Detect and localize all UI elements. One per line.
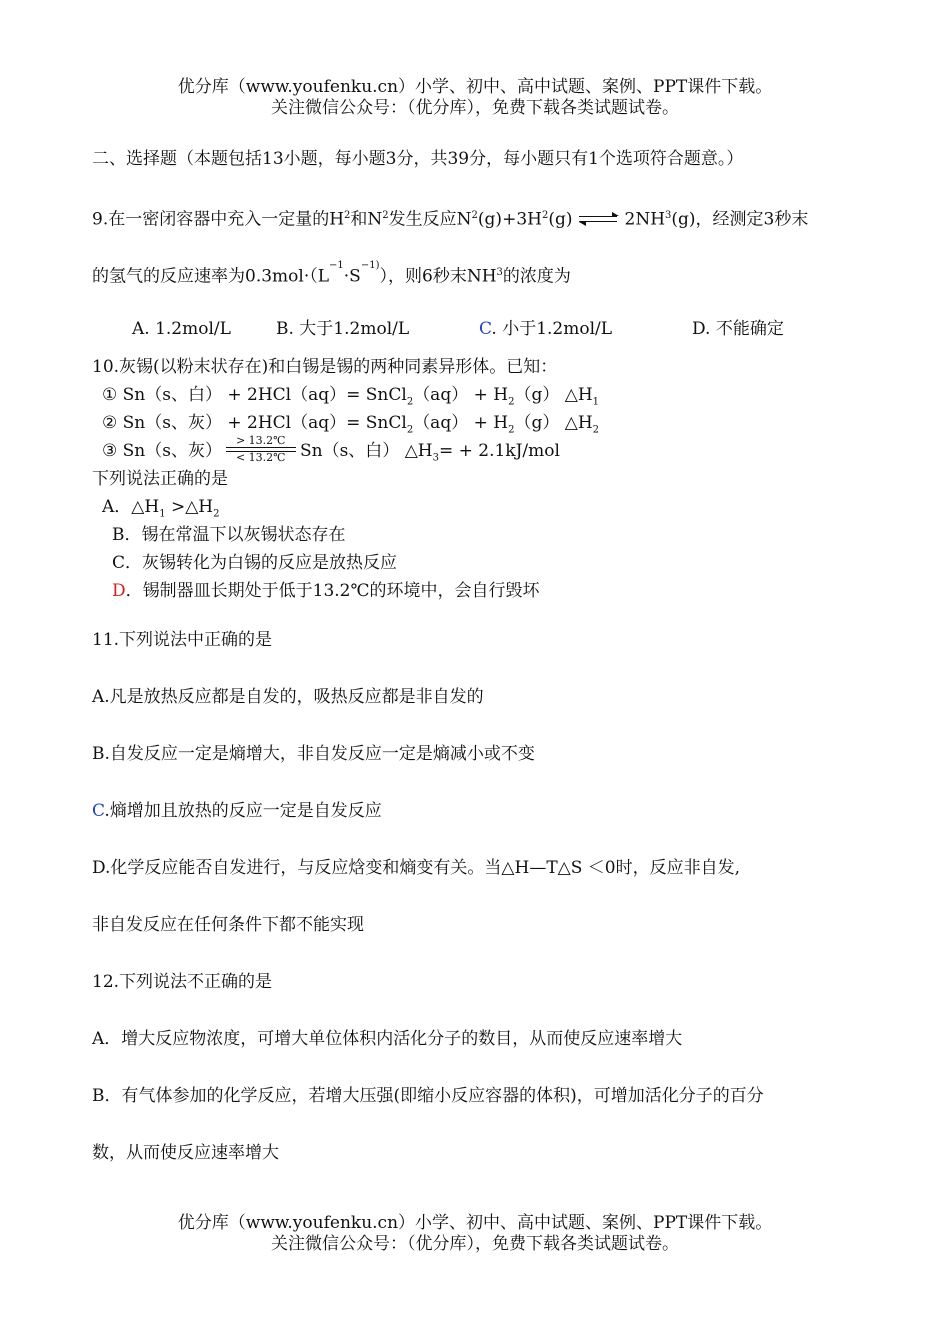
q11-option-c-letter: C [92, 801, 105, 821]
reaction-text: ② Sn（s、灰） + 2HCl（aq）= SnCl [102, 413, 407, 433]
q11-option-d-line-1: D.化学反应能否自发进行，与反应焓变和熵变有关。当△H—T△S ＜0时，反应非自发, [92, 858, 741, 878]
reaction-sub: 3 [432, 452, 439, 464]
q9-text: ·S [343, 266, 361, 287]
q12-stem: 12.下列说法不正确的是 [92, 972, 273, 992]
reaction-condition-arrow [226, 433, 296, 464]
q9-sub: 2 [382, 210, 389, 221]
q10-stem: 10.灰锡(以粉末状存在)和白锡是锡的两种同素异形体。已知： [92, 357, 558, 377]
q10-reaction-3 [102, 433, 560, 469]
q11-option-b: B.自发反应一定是熵增大，非自发反应一定是熵减小或不变 [92, 744, 535, 764]
q9-sub: 3 [496, 267, 503, 278]
header-line-2: 关注微信公众号：（优分库），免费下载各类试题试卷。 [271, 98, 679, 118]
q10-option-a [102, 496, 219, 525]
option-text: A．△H [102, 497, 160, 517]
header-line-1: 优分库（www.youfenku.cn）小学、初中、高中试题、案例、PPT课件下载。 [177, 77, 773, 97]
q11-option-c [92, 800, 382, 822]
reaction-text: Sn（s、白） △H [299, 441, 433, 461]
q9-option-c [479, 318, 612, 340]
q9-stem-line-2 [92, 259, 571, 291]
q11-option-c-text: .熵增加且放热的反应一定是自发反应 [104, 801, 382, 821]
reaction-text: （aq） + H [413, 385, 509, 405]
q9-text: 和N [350, 209, 383, 230]
q9-text: (g) [548, 209, 573, 230]
q9-text: (g)+3H [477, 209, 542, 230]
reaction-text: （g） △H [514, 413, 593, 433]
option-sub: 2 [213, 508, 220, 520]
q9-text: (g)，经测定3秒末 [671, 209, 809, 230]
q10-option-b: B．锡在常温下以灰锡状态存在 [112, 525, 346, 545]
q9-sub: 2 [541, 210, 549, 221]
reaction-sub: 2 [508, 396, 515, 408]
q9-option-c-text: . 小于1.2mol/L [491, 319, 613, 339]
footer-line-2: 关注微信公众号：（优分库），免费下载各类试题试卷。 [271, 1234, 679, 1254]
reaction-sub: 1 [592, 396, 600, 408]
q9-option-b: B. 大于1.2mol/L [276, 319, 410, 339]
reaction-sub: 2 [508, 424, 515, 436]
q10-option-d [112, 580, 540, 602]
q9-option-d: D. 不能确定 [692, 319, 784, 339]
reaction-sub: 2 [406, 396, 414, 408]
q12-option-b-line-1: B．有气体参加的化学反应，若增大压强(即缩小反应容器的体积)，可增加活化分子的百分 [92, 1086, 764, 1106]
q12-option-b-line-2: 数，从而使反应速率增大 [92, 1143, 279, 1163]
q12-option-a: A．增大反应物浓度，可增大单位体积内活化分子的数目，从而使反应速率增大 [92, 1029, 683, 1049]
q10-option-d-letter: D [112, 581, 126, 601]
option-text: >△H [165, 497, 214, 517]
q9-text: 的浓度为 [502, 266, 571, 287]
q9-option-a: A. 1.2mol/L [132, 319, 231, 339]
q10-question: 下列说法正确的是 [92, 469, 228, 489]
q10-option-d-text: ．锡制器皿长期处于低于13.2℃的环境中，会自行毁坏 [125, 581, 540, 601]
reaction-sub: 2 [592, 424, 600, 436]
q9-text: 发生反应N [388, 209, 472, 230]
reaction-text: （aq） + H [413, 413, 509, 433]
q10-reaction-1 [102, 384, 599, 413]
q10-reaction-2 [102, 412, 599, 441]
section-title: 二、选择题（本题包括13小题，每小题3分，共39分，每小题只有1个选项符合题意。） [92, 149, 744, 169]
q11-stem: 11.下列说法中正确的是 [92, 630, 273, 650]
reaction-sub: 2 [406, 424, 414, 436]
q9-option-c-letter: C [479, 319, 492, 339]
footer-line-1: 优分库（www.youfenku.cn）小学、初中、高中试题、案例、PPT课件下载。 [177, 1213, 773, 1233]
q11-option-a: A.凡是放热反应都是自发的，吸热反应都是非自发的 [92, 687, 484, 707]
q9-text: 的氢气的反应速率为0.3mol·（L [92, 266, 330, 287]
q9-sub: 2 [471, 210, 478, 221]
q9-text: 2NH [624, 209, 666, 230]
reaction-text: （g） △H [514, 385, 593, 405]
condition-above: > 13.2℃ [235, 433, 286, 447]
q10-option-c: C．灰锡转化为白锡的反应是放热反应 [112, 553, 398, 573]
q9-sub: 3 [665, 210, 672, 221]
q9-text: ），则6秒末NH [379, 266, 497, 287]
q9-sub: 2 [344, 210, 351, 221]
condition-below: < 13.2℃ [235, 450, 286, 464]
option-sub: 1 [159, 508, 166, 520]
reaction-text: = + 2.1kJ/mol [438, 441, 560, 461]
reaction-text: ③ Sn（s、灰） [102, 441, 222, 461]
q11-option-d-line-2: 非自发反应在任何条件下都不能实现 [92, 915, 364, 935]
q9-exp: −1 [329, 259, 344, 271]
q9-exp: −1) [360, 259, 380, 271]
q9-text: 9.在一密闭容器中充入一定量的H [92, 209, 345, 230]
equilibrium-arrow-icon [579, 214, 619, 226]
q9-stem-line-1 [92, 205, 808, 231]
reaction-text: ① Sn（s、白） + 2HCl（aq）= SnCl [102, 385, 407, 405]
